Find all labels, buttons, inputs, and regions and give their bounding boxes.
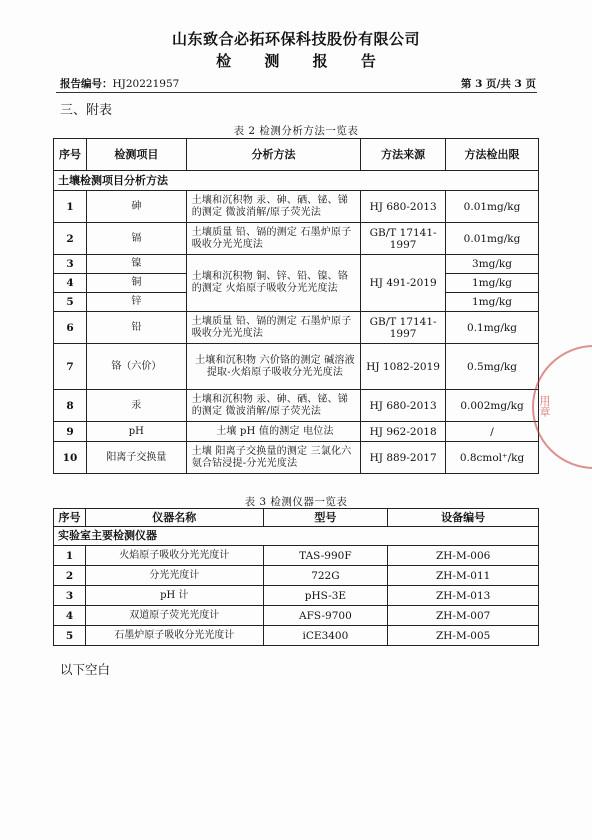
group-row [54, 171, 539, 191]
equipment-id: ZH-M-013 [388, 586, 539, 606]
method-source: HJ 680-2013 [361, 390, 446, 422]
instrument-model: 722G [263, 566, 388, 586]
column-header: 方法检出限 [446, 139, 539, 171]
analysis-method: 土壤和沉积物 六价铬的测定 碱溶液提取-火焰原子吸收分光光度法 [186, 344, 361, 390]
end-of-content-note: 以下空白 [60, 662, 111, 677]
table-row [54, 422, 539, 442]
instrument-model: AFS-9700 [263, 606, 388, 626]
test-item: 铜 [86, 274, 186, 293]
detection-limit: 0.002mg/kg [446, 390, 539, 422]
detection-limit: 3mg/kg [446, 255, 539, 274]
row-number: 5 [54, 626, 86, 646]
detection-limit: 0.5mg/kg [446, 344, 539, 390]
instrument-name: 双道原子荧光光度计 [85, 606, 263, 626]
column-header: 型号 [263, 509, 388, 527]
column-header: 序号 [54, 509, 86, 527]
column-header: 序号 [54, 139, 87, 171]
table-header-row [54, 509, 539, 527]
group-label: 土壤检测项目分析方法 [54, 171, 539, 191]
instruments-table [53, 508, 539, 646]
analysis-method: 土壤 pH 值的测定 电位法 [186, 422, 361, 442]
report-number-value: HJ20221957 [112, 78, 180, 90]
column-header: 方法来源 [361, 139, 446, 171]
report-title: 检 测 报 告 [216, 52, 390, 70]
report-number-label: 报告编号： [60, 78, 113, 90]
test-item: 汞 [86, 390, 186, 422]
instrument-name: 石墨炉原子吸收分光光度计 [85, 626, 263, 646]
row-number: 1 [54, 191, 87, 223]
analysis-method: 土壤质量 铅、镉的测定 石墨炉原子吸收分光光度法 [186, 223, 361, 255]
row-number: 9 [54, 422, 87, 442]
group-label: 实验室主要检测仪器 [54, 527, 539, 546]
instrument-model: TAS-990F [263, 546, 388, 566]
row-number: 6 [54, 312, 87, 344]
column-header: 仪器名称 [85, 509, 263, 527]
test-item: 铅 [86, 312, 186, 344]
method-source: HJ 680-2013 [361, 191, 446, 223]
equipment-id: ZH-M-005 [388, 626, 539, 646]
instrument-name: 火焰原子吸收分光光度计 [85, 546, 263, 566]
row-number: 1 [54, 546, 86, 566]
group-row [54, 527, 539, 546]
table-row [54, 312, 539, 344]
table-row [54, 191, 539, 223]
method-source: HJ 962-2018 [361, 422, 446, 442]
table-row [54, 566, 539, 586]
table-header-row [54, 139, 539, 171]
equipment-id: ZH-M-007 [388, 606, 539, 626]
test-item: pH [86, 422, 186, 442]
instrument-model: iCE3400 [263, 626, 388, 646]
row-number: 4 [54, 606, 86, 626]
detection-limit: 0.01mg/kg [446, 191, 539, 223]
test-item: 镉 [86, 223, 186, 255]
test-item: 阳离子交换量 [86, 442, 186, 474]
test-item: 砷 [86, 191, 186, 223]
detection-limit: 0.8cmol⁺/kg [446, 442, 539, 474]
table-row [54, 546, 539, 566]
method-source: HJ 491-2019 [361, 255, 446, 312]
column-header: 检测项目 [86, 139, 186, 171]
analysis-methods-table [53, 138, 539, 474]
table-row [54, 344, 539, 390]
report-number [60, 76, 179, 91]
row-number: 2 [54, 566, 86, 586]
method-source: GB/T 17141-1997 [361, 223, 446, 255]
column-header: 设备编号 [388, 509, 539, 527]
analysis-method: 土壤质量 铅、镉的测定 石墨炉原子吸收分光光度法 [186, 312, 361, 344]
row-number: 5 [54, 293, 87, 312]
analysis-method: 土壤和沉积物 汞、砷、硒、铋、锑的测定 微波消解/原子荧光法 [186, 390, 361, 422]
row-number: 10 [54, 442, 87, 474]
table-row [54, 442, 539, 474]
row-number: 3 [54, 586, 86, 606]
detection-limit: 1mg/kg [446, 274, 539, 293]
column-header: 分析方法 [186, 139, 361, 171]
equipment-id: ZH-M-011 [388, 566, 539, 586]
row-number: 7 [54, 344, 87, 390]
table-row [54, 390, 539, 422]
row-number: 4 [54, 274, 87, 293]
table2-caption: 表 2 检测分析方法一览表 [233, 125, 359, 137]
header-divider [56, 92, 537, 93]
company-name: 山东致合必拓环保科技股份有限公司 [171, 30, 420, 48]
analysis-method: 土壤和沉积物 汞、砷、硒、铋、锑的测定 微波消解/原子荧光法 [186, 191, 361, 223]
analysis-method: 土壤 阳离子交换量的测定 三氯化六氨合钴浸提-分光光度法 [186, 442, 361, 474]
analysis-method: 土壤和沉积物 铜、锌、铅、镍、铬的测定 火焰原子吸收分光光度法 [186, 255, 361, 312]
detection-limit: 1mg/kg [446, 293, 539, 312]
test-item: 铬（六价） [86, 344, 186, 390]
equipment-id: ZH-M-006 [388, 546, 539, 566]
method-source: HJ 889-2017 [361, 442, 446, 474]
method-source: GB/T 17141-1997 [361, 312, 446, 344]
test-item: 锌 [86, 293, 186, 312]
test-item: 镍 [86, 255, 186, 274]
row-number: 8 [54, 390, 87, 422]
detection-limit: / [446, 422, 539, 442]
instrument-name: pH 计 [85, 586, 263, 606]
page-info: 第 3 页/共 3 页 [460, 78, 536, 90]
seal-text: 用章 [538, 395, 551, 417]
detection-limit: 0.01mg/kg [446, 223, 539, 255]
table-row [54, 223, 539, 255]
table-row [54, 626, 539, 646]
table-row [54, 586, 539, 606]
table3-caption: 表 3 检测仪器一览表 [244, 496, 348, 508]
row-number: 2 [54, 223, 87, 255]
instrument-model: pHS-3E [263, 586, 388, 606]
section-title: 三、附表 [60, 103, 113, 118]
detection-limit: 0.1mg/kg [446, 312, 539, 344]
instrument-name: 分光光度计 [85, 566, 263, 586]
method-source: HJ 1082-2019 [361, 344, 446, 390]
table-row [54, 255, 539, 274]
row-number: 3 [54, 255, 87, 274]
table-row [54, 606, 539, 626]
